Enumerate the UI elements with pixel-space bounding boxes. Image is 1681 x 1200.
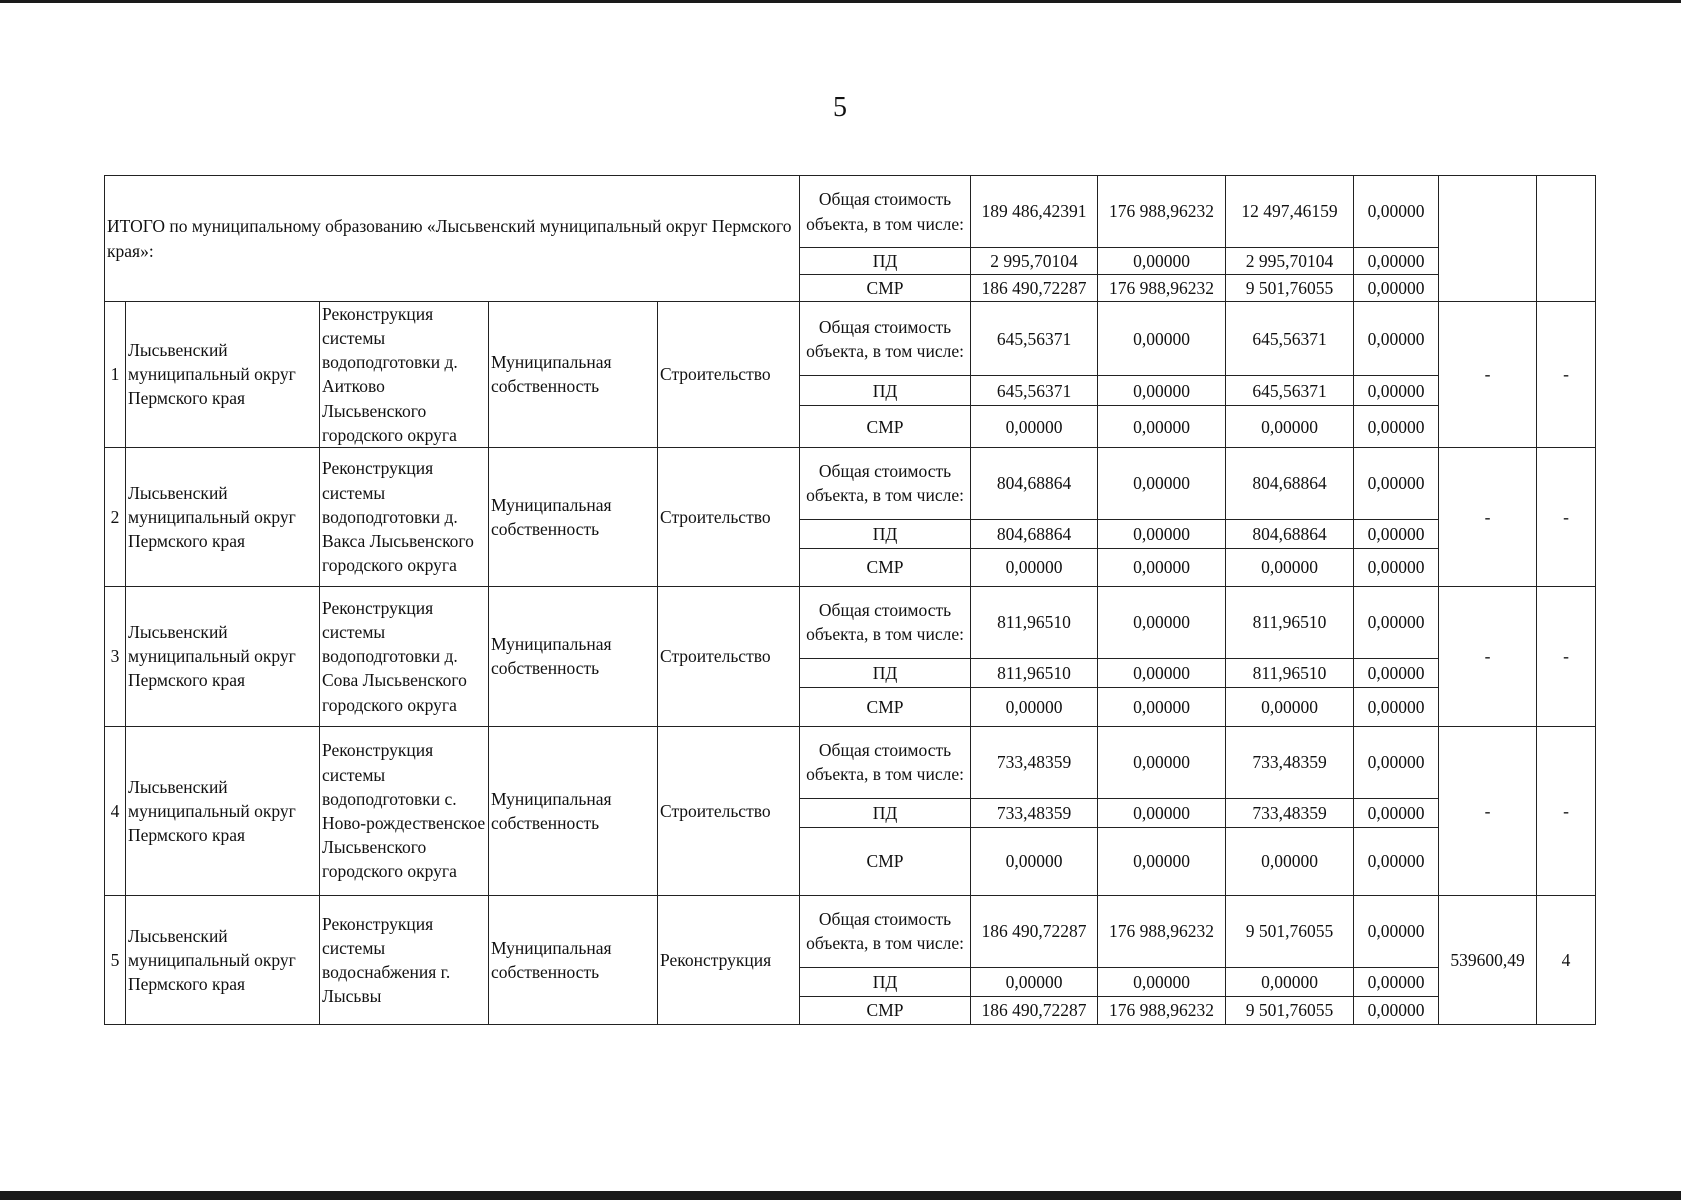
amount-cell: 189 486,42391: [971, 176, 1098, 248]
object-owner: Лысьвенский муниципальный округ Пермского края: [126, 447, 320, 586]
object-number: 1: [105, 302, 126, 448]
amount-cell: 0,00000: [1226, 548, 1354, 586]
object-row: [105, 586, 1596, 658]
amount-cell: 9 501,76055: [1226, 996, 1354, 1024]
amount-cell: 0,00000: [1354, 967, 1439, 996]
amount-cell: 0,00000: [1098, 726, 1226, 798]
amount-cell: 0,00000: [1354, 406, 1439, 447]
cost-type-cell: СМР: [800, 996, 971, 1024]
amount-cell: 0,00000: [971, 827, 1098, 895]
amount-cell: 2 995,70104: [1226, 248, 1354, 275]
amount-cell: 804,68864: [1226, 519, 1354, 548]
amount-cell: 733,48359: [1226, 726, 1354, 798]
amount-cell: 0,00000: [1098, 447, 1226, 519]
cost-type-cell: Общая стоимость объекта, в том числе:: [800, 176, 971, 248]
amount-cell: 176 988,96232: [1098, 895, 1226, 967]
amount-cell: 0,00000: [1354, 176, 1439, 248]
amount-cell: 2 995,70104: [971, 248, 1098, 275]
investment-objects-table: [104, 175, 1596, 1025]
amount-cell: 811,96510: [971, 658, 1098, 687]
object-property: Муниципальная собственность: [489, 586, 658, 726]
object-work-type: Строительство: [658, 302, 800, 448]
amount-cell: 0,00000: [1354, 519, 1439, 548]
amount-cell: 804,68864: [971, 447, 1098, 519]
object-extra-2: -: [1537, 586, 1596, 726]
cost-type-cell: ПД: [800, 798, 971, 827]
amount-cell: 0,00000: [1354, 996, 1439, 1024]
object-extra-1: 539600,49: [1439, 895, 1537, 1024]
amount-cell: 0,00000: [1226, 967, 1354, 996]
amount-cell: 0,00000: [1354, 658, 1439, 687]
amount-cell: 0,00000: [1354, 726, 1439, 798]
amount-cell: 0,00000: [1098, 586, 1226, 658]
object-extra-1: -: [1439, 447, 1537, 586]
object-name: Реконструкция системы водоподготовки д. Вакса Лысьвенского городского округа: [320, 447, 489, 586]
object-owner: Лысьвенский муниципальный округ Пермского края: [126, 586, 320, 726]
amount-cell: 811,96510: [971, 586, 1098, 658]
object-property: Муниципальная собственность: [489, 447, 658, 586]
cost-type-cell: СМР: [800, 827, 971, 895]
amount-cell: 645,56371: [1226, 376, 1354, 406]
object-number: 2: [105, 447, 126, 586]
cost-type-cell: СМР: [800, 275, 971, 302]
object-extra-2: -: [1537, 302, 1596, 448]
amount-cell: 733,48359: [971, 726, 1098, 798]
object-owner: Лысьвенский муниципальный округ Пермского края: [126, 726, 320, 895]
scan-top-edge: [0, 0, 1681, 3]
object-work-type: Строительство: [658, 586, 800, 726]
object-number: 3: [105, 586, 126, 726]
amount-cell: 0,00000: [971, 406, 1098, 447]
object-owner: Лысьвенский муниципальный округ Пермского края: [126, 895, 320, 1024]
amount-cell: 0,00000: [1226, 827, 1354, 895]
object-name: Реконструкция системы водоподготовки с. Ново-рождественское Лысьвенского городского округа: [320, 726, 489, 895]
amount-cell: 0,00000: [1098, 376, 1226, 406]
amount-cell: 186 490,72287: [971, 275, 1098, 302]
amount-cell: 733,48359: [971, 798, 1098, 827]
cost-type-cell: ПД: [800, 658, 971, 687]
amount-cell: 0,00000: [1098, 302, 1226, 376]
amount-cell: 0,00000: [1354, 248, 1439, 275]
cost-type-cell: ПД: [800, 519, 971, 548]
cost-type-cell: Общая стоимость объекта, в том числе:: [800, 586, 971, 658]
object-row: [105, 895, 1596, 967]
object-number: 4: [105, 726, 126, 895]
amount-cell: 0,00000: [1098, 798, 1226, 827]
object-work-type: Строительство: [658, 447, 800, 586]
amount-cell: 12 497,46159: [1226, 176, 1354, 248]
summary-extra-1: [1439, 176, 1537, 302]
object-name: Реконструкция системы водоподготовки д. Аитково Лысьвенского городского округа: [320, 302, 489, 448]
object-name: Реконструкция системы водоподготовки д. Сова Лысьвенского городского округа: [320, 586, 489, 726]
amount-cell: 0,00000: [971, 967, 1098, 996]
amount-cell: 0,00000: [1098, 827, 1226, 895]
amount-cell: 176 988,96232: [1098, 275, 1226, 302]
amount-cell: 186 490,72287: [971, 895, 1098, 967]
cost-type-cell: СМР: [800, 687, 971, 726]
amount-cell: 0,00000: [1098, 967, 1226, 996]
amount-cell: 0,00000: [1354, 376, 1439, 406]
cost-type-cell: Общая стоимость объекта, в том числе:: [800, 302, 971, 376]
object-extra-2: 4: [1537, 895, 1596, 1024]
page-number: 5: [833, 92, 847, 123]
amount-cell: 804,68864: [1226, 447, 1354, 519]
amount-cell: 0,00000: [1098, 687, 1226, 726]
amount-cell: 0,00000: [1354, 827, 1439, 895]
object-owner: Лысьвенский муниципальный округ Пермского края: [126, 302, 320, 448]
amount-cell: 0,00000: [1098, 658, 1226, 687]
amount-cell: 733,48359: [1226, 798, 1354, 827]
amount-cell: 804,68864: [971, 519, 1098, 548]
object-work-type: Строительство: [658, 726, 800, 895]
object-extra-2: -: [1537, 447, 1596, 586]
amount-cell: 0,00000: [1354, 447, 1439, 519]
scan-bottom-edge: [0, 1191, 1681, 1200]
amount-cell: 0,00000: [1354, 895, 1439, 967]
amount-cell: 9 501,76055: [1226, 275, 1354, 302]
object-name: Реконструкция системы водоснабжения г. Лысьвы: [320, 895, 489, 1024]
object-work-type: Реконструкция: [658, 895, 800, 1024]
cost-type-cell: ПД: [800, 967, 971, 996]
amount-cell: 0,00000: [1098, 519, 1226, 548]
cost-type-cell: Общая стоимость объекта, в том числе:: [800, 895, 971, 967]
object-property: Муниципальная собственность: [489, 726, 658, 895]
amount-cell: 0,00000: [1098, 548, 1226, 586]
amount-cell: 176 988,96232: [1098, 996, 1226, 1024]
object-extra-1: -: [1439, 726, 1537, 895]
object-property: Муниципальная собственность: [489, 302, 658, 448]
amount-cell: 0,00000: [1354, 798, 1439, 827]
summary-extra-2: [1537, 176, 1596, 302]
cost-type-cell: Общая стоимость объекта, в том числе:: [800, 447, 971, 519]
amount-cell: 0,00000: [1354, 302, 1439, 376]
amount-cell: 0,00000: [971, 548, 1098, 586]
cost-type-cell: Общая стоимость объекта, в том числе:: [800, 726, 971, 798]
amount-cell: 0,00000: [1354, 687, 1439, 726]
amount-cell: 0,00000: [1098, 248, 1226, 275]
amount-cell: 0,00000: [1226, 406, 1354, 447]
cost-type-cell: СМР: [800, 406, 971, 447]
amount-cell: 176 988,96232: [1098, 176, 1226, 248]
amount-cell: 645,56371: [971, 376, 1098, 406]
cost-type-cell: ПД: [800, 248, 971, 275]
amount-cell: 0,00000: [1354, 586, 1439, 658]
cost-type-cell: ПД: [800, 376, 971, 406]
summary-label: ИТОГО по муниципальному образованию «Лысьвенский муниципальный округ Пермского края»:: [105, 176, 800, 302]
amount-cell: 0,00000: [1226, 687, 1354, 726]
object-row: [105, 726, 1596, 798]
object-extra-2: -: [1537, 726, 1596, 895]
amount-cell: 0,00000: [1098, 406, 1226, 447]
object-extra-1: -: [1439, 586, 1537, 726]
amount-cell: 9 501,76055: [1226, 895, 1354, 967]
object-row: [105, 447, 1596, 519]
object-extra-1: -: [1439, 302, 1537, 448]
amount-cell: 186 490,72287: [971, 996, 1098, 1024]
amount-cell: 0,00000: [1354, 275, 1439, 302]
object-number: 5: [105, 895, 126, 1024]
amount-cell: 645,56371: [1226, 302, 1354, 376]
cost-type-cell: СМР: [800, 548, 971, 586]
summary-row: [105, 176, 1596, 248]
amount-cell: 811,96510: [1226, 658, 1354, 687]
amount-cell: 811,96510: [1226, 586, 1354, 658]
amount-cell: 0,00000: [1354, 548, 1439, 586]
amount-cell: 0,00000: [971, 687, 1098, 726]
amount-cell: 645,56371: [971, 302, 1098, 376]
object-row: [105, 302, 1596, 376]
object-property: Муниципальная собственность: [489, 895, 658, 1024]
